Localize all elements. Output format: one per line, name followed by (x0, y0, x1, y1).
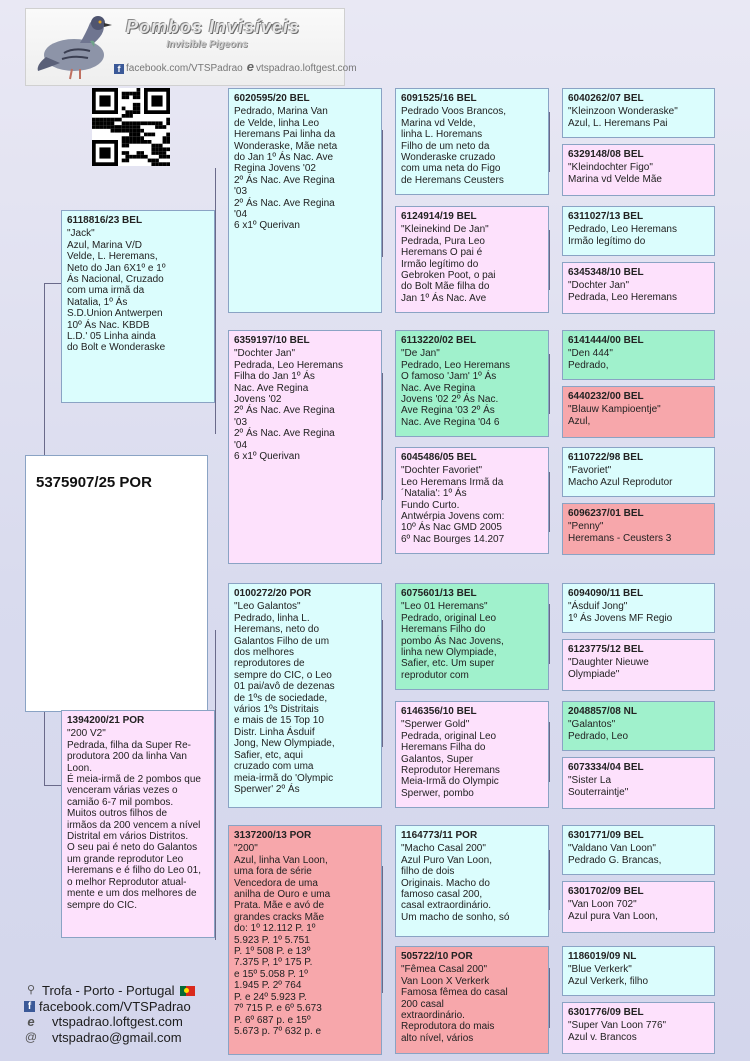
grandparent-card (228, 583, 382, 808)
subject-card (25, 455, 208, 712)
connector-line (44, 785, 61, 786)
gg-grandparent-ring: 6301776/09 BEL (568, 1007, 644, 1018)
connector-line (215, 168, 216, 434)
gg-grandparent-ring: 6329148/08 BEL (568, 149, 644, 160)
e-icon: e (246, 59, 254, 74)
gg-grandparent-card (562, 144, 715, 196)
dam-ring: 1394200/21 POR (67, 715, 145, 726)
connector-line (382, 620, 383, 747)
connector-line (549, 472, 550, 532)
great-grandparent-desc: "De Jan" Pedrado, Leo Heremans O famoso 'Jam' 1º Ás Nac. Ave Regina Jovens '02 2º Ás Nac. Ave Regina '03 2º Ás Nac. Ave Regina '04 6 (401, 348, 510, 428)
great-grandparent-desc: "Dochter Favoriet" Leo Heremans Irmã da ´Natalia': 1º Ás Fundo Curto. Antwérpia Jovens com: 10º Ás Nac GMD 2005 6º Nac Bourges 14.207 (401, 465, 505, 545)
brand-website[interactable]: vtspadrao.loftgest.com (255, 63, 357, 74)
gg-grandparent-ring: 6094090/11 BEL (568, 588, 644, 599)
gg-grandparent-ring: 6311027/13 BEL (568, 211, 644, 222)
contact-website[interactable]: vtspadrao.loftgest.com (52, 1014, 183, 1029)
great-grandparent-desc: "Kleinekind De Jan" Pedrada, Pura Leo Heremans O pai é Irmão legítimo do Gebroken Poot, o pai do Bolt Mãe filha do Jan 1º Ás Nac. Ave (401, 224, 496, 304)
gg-grandparent-ring: 6040262/07 BEL (568, 93, 644, 104)
grandparent-card (228, 88, 382, 313)
location-pin-icon: ⚲ (26, 984, 36, 996)
connector-line (549, 112, 550, 172)
great-grandparent-card (395, 825, 549, 937)
gg-grandparent-ring: 6301771/09 BEL (568, 830, 644, 841)
great-grandparent-card (395, 701, 549, 808)
gg-grandparent-card (562, 503, 715, 555)
gg-grandparent-ring: 6110722/98 BEL (568, 452, 644, 463)
gg-grandparent-desc: "Daughter Nieuwe Olympiade" (568, 657, 649, 680)
great-grandparent-ring: 6075601/13 BEL (401, 588, 477, 599)
grandparent-ring: 0100272/20 POR (234, 588, 312, 599)
gg-grandparent-desc: "Penny" Heremans - Ceusters 3 (568, 521, 672, 544)
gg-grandparent-desc: "Kleinzoon Wonderaske" Azul, L. Heremans Pai (568, 106, 678, 129)
grandparent-desc: "Leo Galantos" Pedrado, linha L. Heremans, neto do Galantos Filho de um dos melhores reprodutores de sempre do CIC, o Leo 01 pai/avô de dezenas de 1ºs de sociedade, vários 1ºs Distritais e mais de 15 Top 10 Distr. Linha Ásduif Jong, New Olympiade, Safier, etc, aqui cruzado com uma meia-irmã do 'Olympic Sperwer' 2º Ás (234, 601, 335, 795)
grandparent-card (228, 330, 382, 564)
gg-grandparent-card (562, 386, 715, 438)
great-grandparent-ring: 6113220/02 BEL (401, 335, 477, 346)
gg-grandparent-ring: 2048857/08 NL (568, 706, 637, 717)
portugal-flag-icon (180, 986, 195, 996)
great-grandparent-card (395, 583, 549, 690)
dam-desc: "200 V2" Pedrada, filha da Super Re- produtora 200 da linha Van Loon. É meia-irmã de 2 pombos que venceram várias vezes o camião 6-7 mil pombos. Muitos outros filhos de irmãos da 200 vencem a nível Distrital em vários Distritos. O seu pai é neto do Galantos um grande reprodutor Leo Heremans e é filho do Leo 01, o melhor Reprodutor atual- mente e um dos melhores de sempre do CIC. (67, 728, 201, 911)
great-grandparent-card (395, 946, 549, 1054)
facebook-icon: f (114, 64, 124, 74)
connector-line (215, 630, 216, 940)
qr-code (92, 88, 170, 166)
great-grandparent-desc: "Macho Casal 200" Azul Puro Van Loon, filho de dois Originais. Macho do famoso casal 200, casal extraordinário. Um macho de sonho, só (401, 843, 510, 923)
connector-line (382, 130, 383, 257)
connector-line (549, 230, 550, 290)
brand-links (114, 59, 357, 74)
connector-line (382, 866, 383, 993)
gg-grandparent-ring: 6301702/09 BEL (568, 886, 644, 897)
grandparent-ring: 6020595/20 BEL (234, 93, 310, 104)
gg-grandparent-ring: 1186019/09 NL (568, 951, 637, 962)
great-grandparent-ring: 6146356/10 BEL (401, 706, 477, 717)
grandparent-ring: 6359197/10 BEL (234, 335, 310, 346)
gg-grandparent-card (562, 447, 715, 497)
at-icon: @ (24, 1029, 38, 1044)
gg-grandparent-desc: "Dochter Jan" Pedrada, Leo Heremans (568, 280, 677, 303)
brand-subtitle: Invisible Pigeons (166, 39, 248, 50)
gg-grandparent-card (562, 639, 715, 691)
sire-card (61, 210, 215, 403)
gg-grandparent-desc: "Galantos" Pedrado, Leo (568, 719, 629, 742)
gg-grandparent-desc: "Blue Verkerk" Azul Verkerk, filho (568, 964, 649, 987)
gg-grandparent-desc: "Valdano Van Loon" Pedrado G. Brancas, (568, 843, 662, 866)
contact-block (24, 983, 195, 1045)
gg-grandparent-desc: "Blauw Kampioentje" Azul, (568, 404, 661, 427)
gg-grandparent-card (562, 757, 715, 809)
gg-grandparent-card (562, 825, 715, 875)
gg-grandparent-ring: 6096237/01 BEL (568, 508, 644, 519)
gg-grandparent-card (562, 330, 715, 380)
brand-facebook[interactable]: facebook.com/VTSPadrao (126, 63, 243, 74)
connector-line (549, 722, 550, 782)
connector-line (549, 604, 550, 664)
grandparent-ring: 3137200/13 POR (234, 830, 312, 841)
subject-ring: 5375907/25 POR (36, 474, 152, 491)
great-grandparent-ring: 6124914/19 BEL (401, 211, 477, 222)
gg-grandparent-ring: 6073334/04 BEL (568, 762, 644, 773)
great-grandparent-desc: Pedrado Voos Brancos, Marina vd Velde, linha L. Horemans Filho de um neto da Wonderaske cruzado com uma neta do Figo de Heremans Ceusters (401, 106, 507, 186)
gg-grandparent-card (562, 946, 715, 996)
gg-grandparent-card (562, 701, 715, 751)
facebook-icon: f (24, 1001, 35, 1012)
great-grandparent-card (395, 88, 549, 195)
connector-line (382, 373, 383, 500)
gg-grandparent-card (562, 206, 715, 256)
gg-grandparent-card (562, 262, 715, 314)
great-grandparent-card (395, 330, 549, 437)
contact-facebook[interactable]: facebook.com/VTSPadrao (39, 998, 191, 1014)
brand-title: Pombos Invisíveis (126, 17, 301, 37)
e-icon: e (27, 1014, 35, 1029)
gg-grandparent-desc: "Kleindochter Figo" Marina vd Velde Mãe (568, 162, 662, 185)
gg-grandparent-desc: "Van Loon 702" Azul pura Van Loon, (568, 899, 658, 922)
grandparent-desc: "Dochter Jan" Pedrada, Leo Heremans Filha do Jan 1º Ás Nac. Ave Regina Jovens '02 2º Ás Nac. Ave Regina '03 2º Ás Nac. Ave Regina '04 6 x1º Querivan (234, 348, 343, 463)
gg-grandparent-ring: 6123775/12 BEL (568, 644, 644, 655)
great-grandparent-ring: 505722/10 POR (401, 951, 473, 962)
connector-line (44, 283, 61, 284)
gg-grandparent-ring: 6345348/10 BEL (568, 267, 644, 278)
great-grandparent-desc: "Leo 01 Heremans" Pedrado, original Leo Heremans Filho do pombo Ás Nac Jovens, linha new Olympiade, Safier, etc. Um super reprodutor com (401, 601, 504, 681)
grandparent-desc: Pedrado, Marina Van de Velde, linha Leo Heremans Pai linha da Wonderaske, Mãe neta do Jan 1º Ás Nac. Ave Regina Jovens '02 2º Ás Nac. Ave Regina '03 2º Ás Nac. Ave Regina '04 6 x1º Querivan (234, 106, 338, 232)
gg-grandparent-card (562, 88, 715, 138)
great-grandparent-ring: 6091525/16 BEL (401, 93, 477, 104)
grandparent-desc: "200" Azul, linha Van Loon, uma fora de série Vencedora de uma anilha de Ouro e uma Prata. Mãe e avó de grandes cracks Mãe do: 1º 12.112 P. 1º 5.923 P. 1º 5.751 P. 1º 508 P. e 13º 7.375 P, 1º 175 P. e 15º 5.058 P. 1º 1.945 P. 2º 764 P. e 24º 5.923 P. 7º 715 P. e 6º 5.673 P. 6º 687 p. e 15º 5.673 p. 7º 632 p. e (234, 843, 331, 1037)
great-grandparent-desc: "Fêmea Casal 200" Van Loon X Verkerk Famosa fêmea do casal 200 casal extraordinário. Reprodutora do mais alto nível, vários (401, 964, 508, 1044)
connector-line (549, 850, 550, 910)
gg-grandparent-ring: 6440232/00 BEL (568, 391, 644, 402)
gg-grandparent-card (562, 881, 715, 933)
connector-line (549, 354, 550, 414)
grandparent-card (228, 825, 382, 1055)
gg-grandparent-card (562, 583, 715, 633)
sire-desc: "Jack" Azul, Marina V/D Velde, L. Heremans, Neto do Jan 6X1º e 1º Ás Nacional, Cruzado com uma irmã da Natalia, 1º Ás S.D.Union Antwerpen 10º Ás Nac. KBDB L.D.' 05 Linha ainda do Bolt e Wonderaske (67, 228, 166, 354)
connector-line (549, 968, 550, 1028)
gg-grandparent-desc: "Favoriet" Macho Azul Reprodutor (568, 465, 673, 488)
gg-grandparent-desc: "Den 444" Pedrado, (568, 348, 613, 371)
gg-grandparent-desc: "Super Van Loon 776" Azul v. Brancos (568, 1020, 667, 1043)
great-grandparent-desc: "Sperwer Gold" Pedrada, original Leo Heremans Filha do Galantos, Super Reprodutor Heremans Meia-Irmã do Olympic Sperwer, pombo (401, 719, 500, 799)
contact-location: Trofa - Porto - Portugal (42, 983, 175, 998)
great-grandparent-card (395, 206, 549, 313)
gg-grandparent-card (562, 1002, 715, 1054)
pigeon-logo-icon (34, 13, 119, 83)
great-grandparent-card (395, 447, 549, 554)
gg-grandparent-desc: "Sister La Souterraintje" (568, 775, 629, 798)
gg-grandparent-ring: 6141444/00 BEL (568, 335, 644, 346)
great-grandparent-ring: 6045486/05 BEL (401, 452, 477, 463)
brand-header (25, 8, 357, 86)
gg-grandparent-desc: Pedrado, Leo Heremans Irmão legítimo do (568, 224, 677, 247)
sire-ring: 6118816/23 BEL (67, 215, 143, 226)
gg-grandparent-desc: "Ásduif Jong" 1º Ás Jovens MF Regio (568, 601, 673, 624)
dam-card (61, 710, 215, 938)
contact-email[interactable]: vtspadrao@gmail.com (52, 1029, 182, 1045)
great-grandparent-ring: 1164773/11 POR (401, 830, 478, 841)
